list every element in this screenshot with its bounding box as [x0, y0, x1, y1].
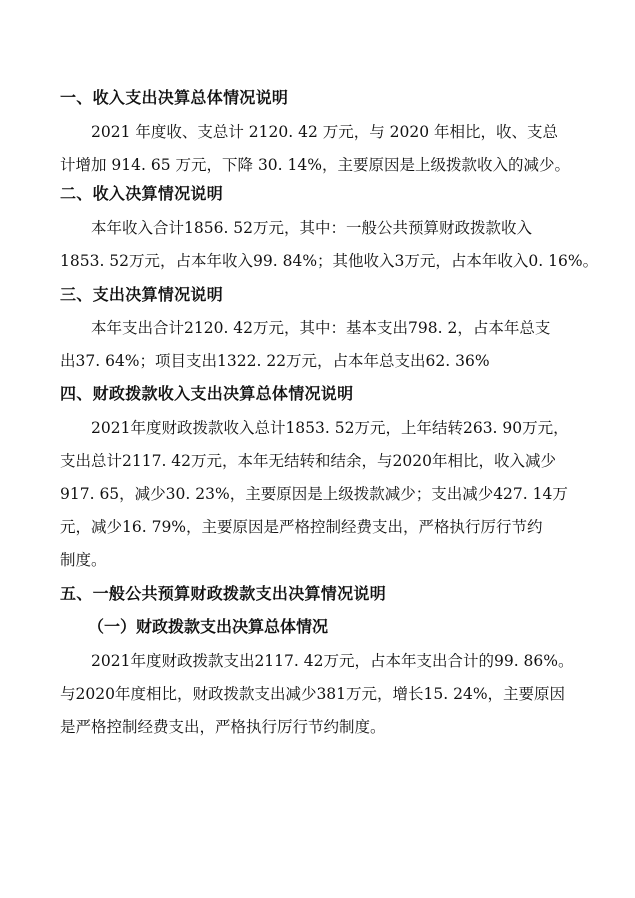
section-heading-3: 三、支出决算情况说明	[60, 285, 224, 304]
paragraph-line: 917. 65，减少30. 23%，主要原因是上级拨款减少；支出减少427. 14万	[60, 485, 568, 503]
paragraph-line: 制度。	[60, 551, 107, 569]
section-heading-5: 五、一般公共预算财政拨款支出决算情况说明	[60, 584, 387, 603]
paragraph-line: 1853. 52万元，占本年收入99. 84%；其他收入3万元，占本年收入0. 16%。	[60, 252, 599, 270]
paragraph-line: 与2020年度相比，财政拨款支出减少381万元，增长15. 24%，主要原因	[60, 685, 566, 703]
section-heading-1: 一、收入支出决算总体情况说明	[60, 88, 289, 107]
paragraph-line: 计增加 914. 65 万元，下降 30. 14%，主要原因是上级拨款收入的减少。	[60, 156, 570, 174]
paragraph-line: 支出总计2117. 42万元，本年无结转和结余，与2020年相比，收入减少	[60, 452, 556, 470]
subsection-heading: （一）财政拨款支出决算总体情况	[88, 617, 329, 636]
paragraph-line: 出37. 64%；项目支出1322. 22万元，占本年总支出62. 36%	[60, 352, 490, 370]
paragraph-line: 是严格控制经费支出，严格执行厉行节约制度。	[60, 718, 386, 736]
paragraph-line: 2021年度财政拨款收入总计1853. 52万元，上年结转263. 90万元，	[91, 419, 569, 437]
paragraph-line: 2021 年度收、支总计 2120. 42 万元，与 2020 年相比，收、支总	[91, 123, 559, 141]
paragraph-line: 元，减少16. 79%，主要原因是严格控制经费支出，严格执行厉行节约	[60, 518, 543, 536]
section-heading-4: 四、财政拨款收入支出决算总体情况说明	[60, 384, 354, 403]
paragraph-line: 本年支出合计2120. 42万元，其中：基本支出798. 2，占本年总支	[91, 319, 551, 337]
paragraph-line: 2021年度财政拨款支出2117. 42万元，占本年支出合计的99. 86%。	[91, 652, 574, 670]
paragraph-line: 本年收入合计1856. 52万元，其中：一般公共预算财政拨款收入	[91, 219, 533, 237]
section-heading-2: 二、收入决算情况说明	[60, 184, 224, 203]
